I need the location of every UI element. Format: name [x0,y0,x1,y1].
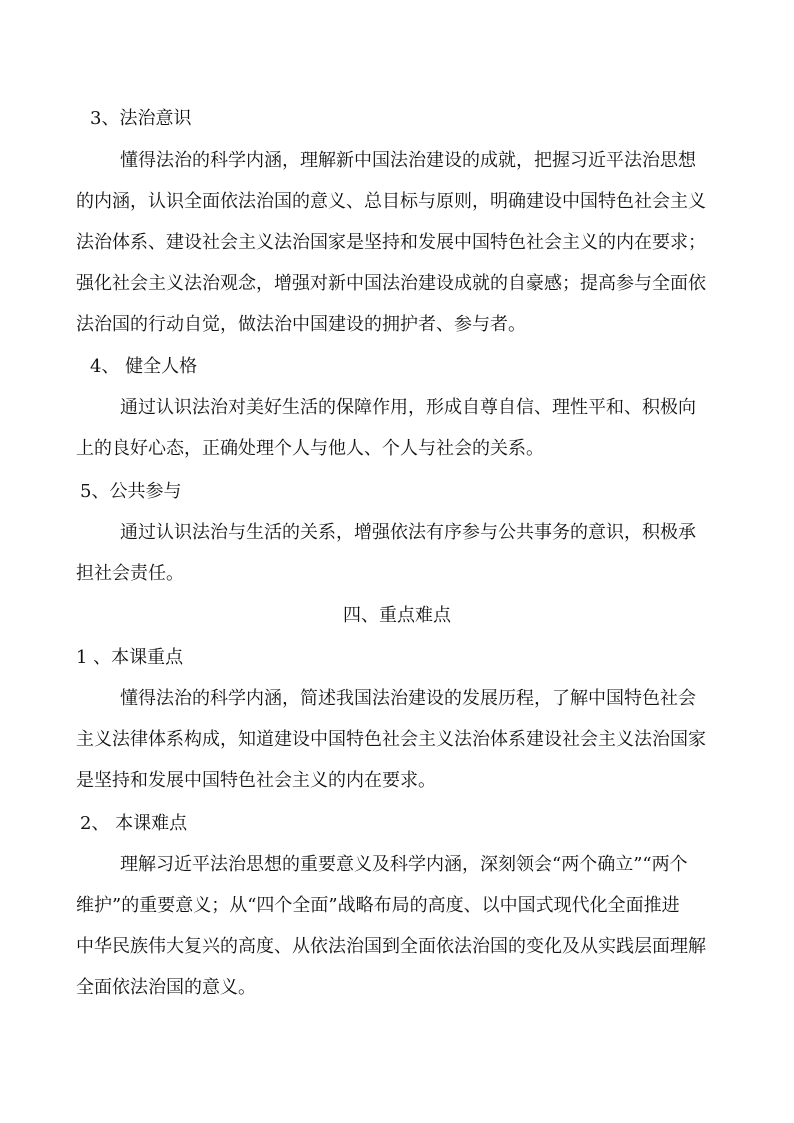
paragraph-line: 维护”的重要意义；从“四个全面”战略布局的高度、以中国式现代化全面推进 [76,895,680,916]
paragraph-line: 通过认识法治与生活的关系，增强依法有序参与公共事务的意识，积极承 [120,522,696,543]
paragraph-line: 上的良好心态，正确处理个人与他人、个人与社会的关系。 [76,438,544,459]
chapter-title: 四、重点难点 [343,605,451,626]
paragraph-line: 主义法律体系构成，知道建设中国特色社会主义法治体系建设社会主义法治国家 [76,729,706,750]
paragraph-line: 法治国的行动自觉，做法治中国建设的拥护者、参与者。 [76,314,526,335]
paragraph-line: 懂得法治的科学内涵，简述我国法治建设的发展历程，了解中国特色社会 [120,688,696,709]
paragraph-line: 懂得法治的科学内涵，理解新中国法治建设的成就，把握习近平法治思想 [120,150,696,171]
paragraph-line: 法治体系、建设社会主义法治国家是坚持和发展中国特色社会主义的内在要求； [76,232,706,253]
paragraph-line: 通过认识法治对美好生活的保障作用，形成自尊自信、理性平和、积极向 [120,397,696,418]
difficulties-heading: 2、 本课难点 [80,813,188,834]
paragraph-line: 的内涵，认识全面依法治国的意义、总目标与原则，明确建设中国特色社会主义 [76,191,706,212]
key-points-heading: 1 、本课重点 [76,647,184,668]
paragraph-line: 全面依法治国的意义。 [76,977,256,998]
section-heading-personality: 4、 健全人格 [90,356,198,377]
paragraph-line: 强化社会主义法治观念，增强对新中国法治建设成就的自豪感；提高参与全面依 [76,273,706,294]
paragraph-line: 中华民族伟大复兴的高度、从依法治国到全面依法治国的变化及从实践层面理解 [76,936,706,957]
paragraph-line: 理解习近平法治思想的重要意义及科学内涵，深刻领会“两个确立”“两个 [120,854,688,875]
paragraph-line: 是坚持和发展中国特色社会主义的内在要求。 [76,770,436,791]
section-heading-law-awareness: 3、法治意识 [90,108,192,129]
section-heading-public-participation: 5、公共参与 [80,481,182,502]
paragraph-line: 担社会责任。 [76,563,184,584]
